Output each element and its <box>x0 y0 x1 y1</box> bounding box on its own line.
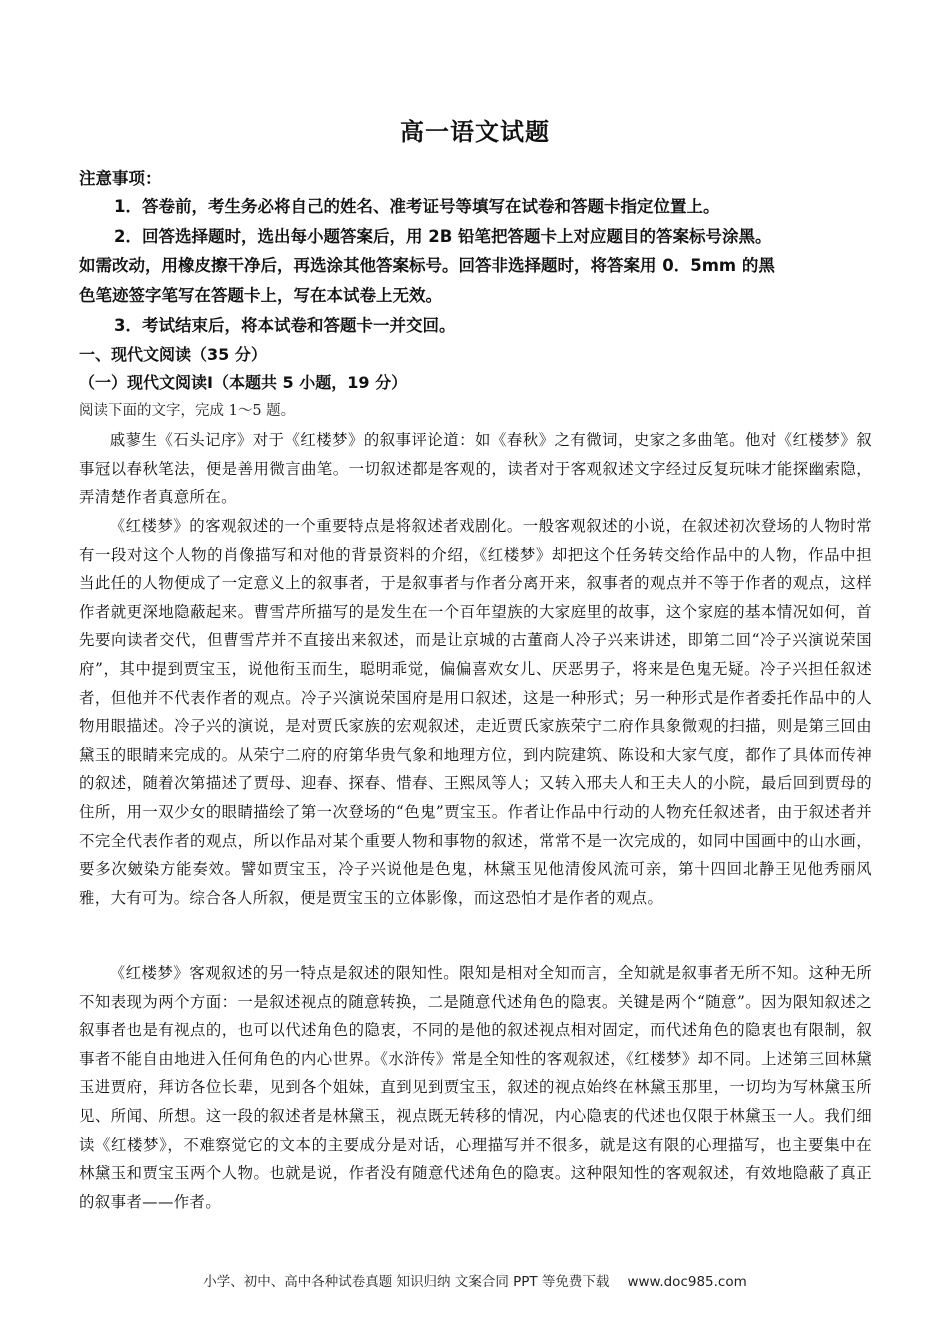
section-heading: 一、现代文阅读（35 分） <box>79 345 267 364</box>
page-footer <box>0 1270 950 1290</box>
passage-paragraph-1: 戚蓼生《石头记序》对于《红楼梦》的叙事评论道：如《春秋》之有微词，史家之多曲笔。他对《红楼梦》叙事冠以春秋笔法，便是善用微言曲笔。一切叙述都是客观的，读者对于客观叙述文字经过反复玩味才能探幽索隐，弄清楚作者真意所在。 <box>79 431 872 507</box>
notice-item-3: 3．考试结束后，将本试卷和答题卡一并交回。 <box>114 316 456 335</box>
notice-item-2-line-1: 2．回答选择题时，选出每小题答案后，用 2B 铅笔把答题卡上对应题目的答案标号涂黑。 <box>114 227 772 246</box>
footer-text: 小学、初中、高中各种试卷真题 知识归纳 文案合同 PPT 等免费下载 <box>203 1274 610 1290</box>
footer-url: www.doc985.com <box>627 1274 747 1290</box>
notice-item-2-line-3: 色笔迹签字笔写在答题卡上，写在本试卷上无效。 <box>79 286 442 305</box>
notice-label: 注意事项： <box>79 169 162 188</box>
reading-instruction: 阅读下面的文字，完成 1～5 题。 <box>79 403 296 419</box>
passage-paragraph-3: 《红楼梦》客观叙述的另一特点是叙述的限知性。限知是相对全知而言，全知就是叙事者无所不知。这种无所不知表现为两个方面：一是叙述视点的随意转换，二是随意代述角色的隐衷。关键是两个“随意”。因为限知叙述之叙事者也是有视点的，也可以代述角色的隐衷，不同的是他的叙述视点相对固定，而代述角色的隐衷也有限制，叙事者不能自由地进入任何角色的内心世界。《水浒传》常是全知性的客观叙述，《红楼梦》却不同。上述第三回林黛玉进贾府，拜访各位长辈，见到各个姐妹，直到见到贾宝玉，叙述的视点始终在林黛玉那里，一切均为写林黛玉所见、所闻、所想。这一段的叙述者是林黛玉，视点既无转移的情况，内心隐衷的代述也仅限于林黛玉一人。我们细读《红楼梦》，不难察觉它的文本的主要成分是对话，心理描写并不很多，就是这有限的心理描写，也主要集中在林黛玉和贾宝玉两个人物。也就是说，作者没有随意代述角色的隐衷。这种限知性的客观叙述，有效地隐蔽了真正的叙事者——作者。 <box>79 964 872 1211</box>
subsection-heading: （一）现代文阅读Ⅰ（本题共 5 小题，19 分） <box>79 373 408 392</box>
notice-item-2-line-2: 如需改动，用橡皮擦干净后，再选涂其他答案标号。回答非选择题时，将答案用 0．5mm 的黑 <box>79 256 775 275</box>
exam-title: 高一语文试题 <box>400 117 550 146</box>
notice-item-1: 1．答卷前，考生务必将自己的姓名、准考证号等填写在试卷和答题卡指定位置上。 <box>114 197 720 216</box>
passage-paragraph-2: 《红楼梦》的客观叙述的一个重要特点是将叙述者戏剧化。一般客观叙述的小说，在叙述初次登场的人物时常有一段对这个人物的肖像描写和对他的背景资料的介绍，《红楼梦》却把这个任务转交给作品中的人物，作品中担当此任的人物便成了一定意义上的叙事者，于是叙事者与作者分离开来，叙事者的观点并不等于作者的观点，这样作者就更深地隐蔽起来。曹雪芹所描写的是发生在一个百年望族的大家庭里的故事，这个家庭的基本情况如何，首先要向读者交代，但曹雪芹并不直接出来叙述，而是让京城的古董商人冷子兴来讲述，即第二回“冷子兴演说荣国府”，其中提到贾宝玉，说他衔玉而生，聪明乖觉，偏偏喜欢女儿、厌恶男子，将来是色鬼无疑。冷子兴担任叙述者，但他并不代表作者的观点。冷子兴演说荣国府是用口叙述，这是一种形式；另一种形式是作者委托作品中的人物用眼描述。冷子兴的演说，是对贾氏家族的宏观叙述，走近贾氏家族荣宁二府作具象微观的扫描，则是第三回由黛玉的眼睛来完成的。从荣宁二府的府第华贵气象和地理方位，到内院建筑、陈设和大家气度，都作了具体而传神的叙述，随着次第描述了贾母、迎春、探春、惜春、王熙凤等人；又转入邢夫人和王夫人的小院，最后回到贾母的住所，用一双少女的眼睛描绘了第一次登场的“色鬼”贾宝玉。作者让作品中行动的人物充任叙述者，由于叙述者并不完全代表作者的观点，所以作品对某个重要人物和事物的叙述，常常不是一次完成的，如同中国画中的山水画，要多次皴染方能奏效。譬如贾宝玉，冷子兴说他是色鬼，林黛玉见他清俊风流可亲，第十四回北静王见他秀丽风雅，大有可为。综合各人所叙，便是贾宝玉的立体影像，而这恐怕才是作者的观点。 <box>79 517 872 907</box>
